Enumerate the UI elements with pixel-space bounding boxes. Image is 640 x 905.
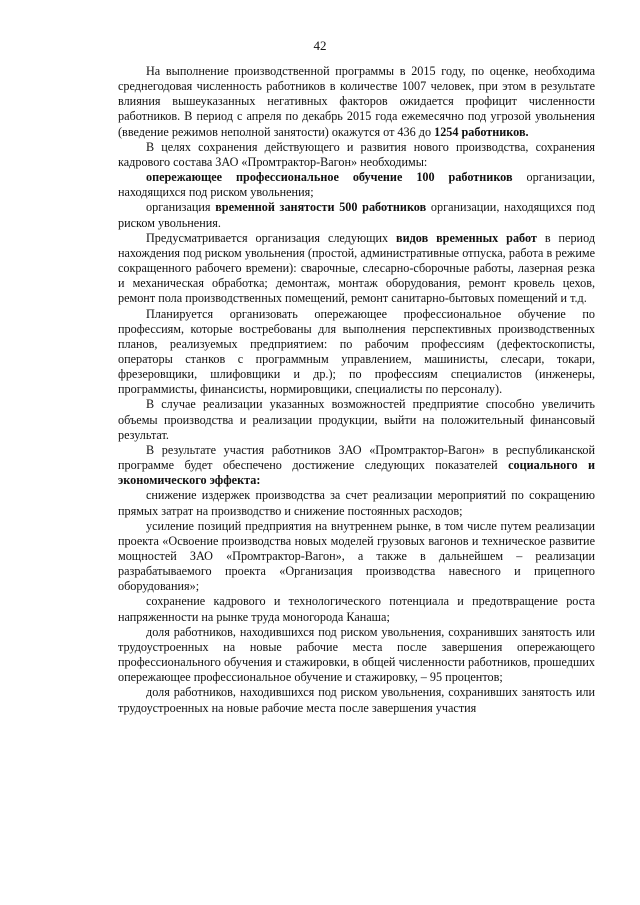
paragraph (118, 594, 595, 624)
text-run: В результате участия работников ЗАО «Промтрактор-Вагон» в республиканской программе будет обеспечено достижение следующих показателей (118, 442, 595, 473)
text-run-bold: опережающее профессиональное обучение 100 работников (146, 170, 513, 185)
text-run-bold: 1254 работников. (434, 124, 529, 139)
body-text (118, 64, 595, 716)
text-run: в период нахождения под риском увольнения (простой, административные отпуска, работа в режиме сокращенного рабочего времени): сварочные, слесарно-сборочные работы, лазерная резка и механическая обработка; демонтаж, монтаж оборудования, ремонт кровель цехов, ремонт пола производственных помещений, ремонт санитарно-бытовых помещений и т.д. (118, 230, 596, 306)
paragraph (118, 443, 595, 488)
text-run: снижение издержек производства за счет реализации мероприятий по сокращению прямых затрат на производство и снижение постоянных расходов; (118, 488, 595, 518)
paragraph (118, 519, 595, 595)
paragraph (118, 200, 595, 230)
text-run: усиление позиций предприятия на внутреннем рынке, в том числе путем реализации проекта «Освоение производства новых моделей грузовых вагонов и техническое развитие мощностей ЗАО «Промтрактор-Вагон», а также в дальнейшем – реализации разрабатываемого проекта «Организация производства навесного и прицепного оборудования»; (118, 518, 595, 594)
text-run-bold: временной занятости 500 работников (215, 200, 427, 215)
paragraph (118, 685, 595, 715)
text-run-bold: видов временных работ (396, 230, 537, 245)
paragraph (118, 488, 595, 518)
paragraph (118, 231, 595, 307)
page-number: 42 (313, 38, 327, 53)
text-run: В случае реализации указанных возможностей предприятие способно увеличить объемы производства и реализации продукции, выйти на положительный финансовый результат. (118, 397, 595, 442)
text-run: доля работников, находившихся под риском увольнения, сохранивших занятость или трудоустроенных на новые рабочие места после завершения участия (118, 685, 595, 715)
paragraph (118, 140, 595, 170)
paragraph (118, 170, 595, 200)
paragraph (118, 397, 595, 442)
text-run: организации, находящихся под риском увольнения. (118, 200, 596, 230)
text-run: сохранение кадрового и технологического потенциала и предотвращение роста напряженности на рынке труда моногорода Канаша; (118, 594, 595, 624)
text-run: Планируется организовать опережающее профессиональное обучение по профессиям, которые востребованы для выполнения перспективных производственных планов, реализуемых предприятием: по рабочим профессиям (дефектоскописты, операторы станков с программным управлением, машинисты, слесари, токари, фрезеровщики, шлифовщики и др.); по профессиям специалистов (инженеры, программисты, финансисты, нормировщики, специалисты по персоналу). (118, 306, 595, 397)
paragraph (118, 307, 595, 398)
paragraph (118, 625, 595, 686)
text-run: Предусматривается организация следующих (146, 230, 397, 245)
text-run: организация (146, 200, 216, 215)
text-run-bold: социального и экономического эффекта: (118, 458, 595, 488)
text-run: организации, находящихся под риском увольнения; (118, 170, 595, 200)
text-run: доля работников, находившихся под риском увольнения, сохранивших занятость или трудоустроенных на новые рабочие места после завершения опережающего профессионального обучения и стажировки, в общей численности работников, прошедших опережающее профессиональное обучение и стажировку, – 95 процентов; (118, 624, 595, 685)
paragraph (118, 64, 595, 140)
text-run: В целях сохранения действующего и развития нового производства, сохранения кадрового состава ЗАО «Промтрактор-Вагон» необходимы: (118, 139, 595, 169)
text-run: На выполнение производственной программы в 2015 году, по оценке, необходима среднегодовая численность работников в количестве 1007 человек, при этом в результате влияния вышеуказанных негативных факторов ожидается профицит численности работников. В период с апреля по декабрь 2015 года ежемесячно под угрозой увольнения (введение режимов неполной занятости) окажутся от 436 до (118, 64, 595, 139)
